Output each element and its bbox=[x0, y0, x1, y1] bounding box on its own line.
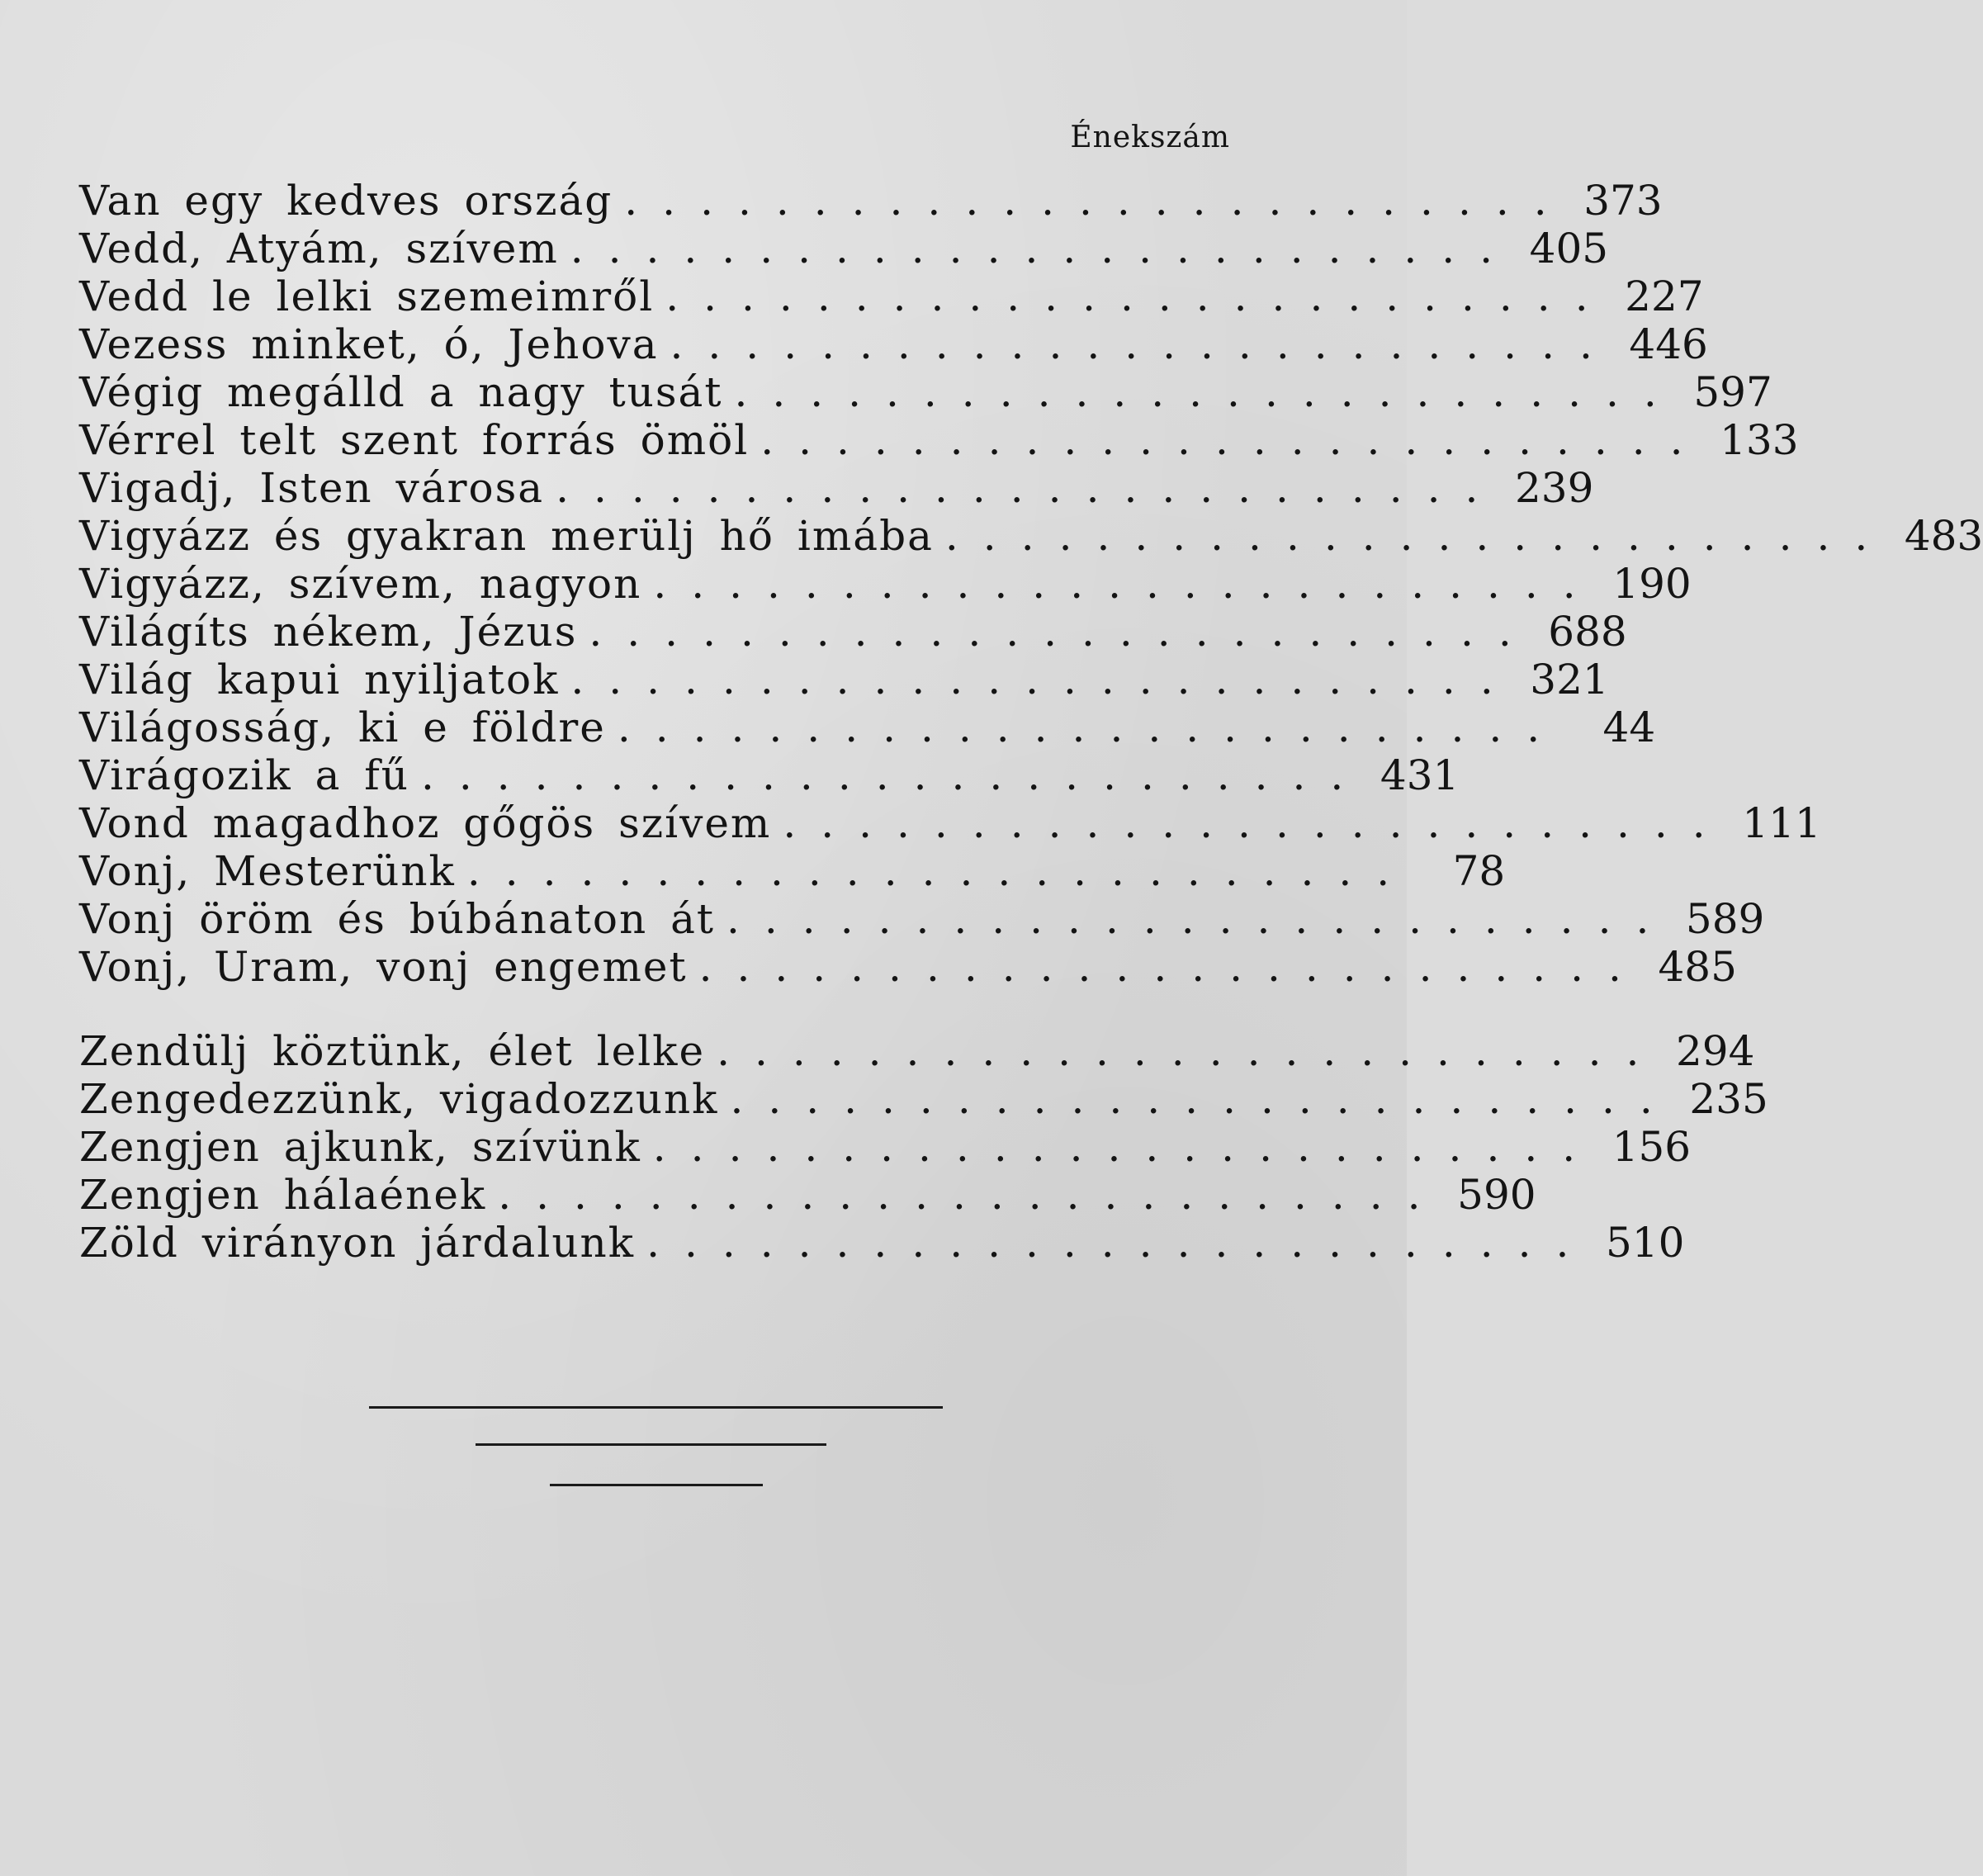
dot-leader: ......................... bbox=[670, 320, 1617, 368]
dot-leader: ......................... bbox=[589, 608, 1536, 656]
list-item bbox=[79, 751, 1460, 799]
end-rule-long bbox=[369, 1406, 943, 1409]
dot-leader: ......................... bbox=[498, 1171, 1446, 1219]
list-item bbox=[79, 368, 1772, 416]
column-header: Énekszám bbox=[1070, 121, 1230, 154]
dot-leader: ......................... bbox=[730, 1075, 1678, 1123]
song-number: 156 bbox=[1611, 1123, 1692, 1171]
dot-leader: ......................... bbox=[726, 895, 1674, 943]
list-item bbox=[79, 225, 1609, 272]
end-rule-medium bbox=[476, 1443, 826, 1446]
dot-leader: ......................... bbox=[570, 225, 1518, 272]
dot-leader: ......................... bbox=[665, 272, 1613, 320]
song-title: Vond magadhoz gőgös szívem bbox=[79, 799, 772, 847]
song-title: Végig megálld a nagy tusát bbox=[79, 368, 723, 416]
list-item bbox=[79, 1123, 1692, 1171]
dot-leader: ......................... bbox=[734, 368, 1682, 416]
song-title: Vonj öröm és búbánaton át bbox=[79, 895, 716, 943]
list-item bbox=[79, 272, 1704, 320]
song-number: 688 bbox=[1548, 608, 1627, 656]
song-number: 483 bbox=[1904, 512, 1983, 560]
song-number: 510 bbox=[1605, 1219, 1685, 1267]
list-item bbox=[79, 1171, 1536, 1219]
song-title: Vedd, Atyám, szívem bbox=[79, 225, 559, 272]
dot-leader: ......................... bbox=[570, 656, 1518, 704]
song-title: Világíts nékem, Jézus bbox=[79, 608, 578, 656]
list-item bbox=[79, 1027, 1755, 1075]
song-number: 589 bbox=[1685, 895, 1765, 943]
song-number: 111 bbox=[1742, 799, 1821, 847]
list-item bbox=[79, 608, 1627, 656]
end-rule-short bbox=[550, 1484, 763, 1486]
dot-leader: ......................... bbox=[420, 751, 1369, 799]
song-title: Zengedezzünk, vigadozzunk bbox=[79, 1075, 719, 1123]
song-title: Világosság, ki e földre bbox=[79, 704, 606, 751]
song-number: 235 bbox=[1689, 1075, 1768, 1123]
list-item bbox=[79, 656, 1609, 704]
song-title: Vezess minket, ó, Jehova bbox=[79, 320, 659, 368]
song-title: Vonj, Uram, vonj engemet bbox=[79, 943, 688, 991]
song-title: Virágozik a fű bbox=[79, 751, 409, 799]
index-list-v bbox=[79, 177, 1983, 991]
dot-leader: ......................... bbox=[652, 1123, 1601, 1171]
list-item bbox=[79, 1219, 1685, 1267]
song-number: 239 bbox=[1514, 464, 1594, 512]
list-item bbox=[79, 320, 1708, 368]
list-item bbox=[79, 799, 1821, 847]
song-number: 431 bbox=[1380, 751, 1460, 799]
list-item bbox=[79, 943, 1737, 991]
dot-leader: ......................... bbox=[783, 799, 1730, 847]
song-title: Vigyázz és gyakran merülj hő imába bbox=[79, 512, 934, 560]
song-number: 590 bbox=[1457, 1171, 1536, 1219]
song-number: 446 bbox=[1629, 320, 1708, 368]
list-item bbox=[79, 464, 1594, 512]
song-title: Világ kapui nyiljatok bbox=[79, 656, 560, 704]
song-title: Zöld virányon járdalunk bbox=[79, 1219, 636, 1267]
song-number: 294 bbox=[1675, 1027, 1755, 1075]
song-title: Zengjen ajkunk, szívünk bbox=[79, 1123, 641, 1171]
song-number: 44 bbox=[1602, 704, 1656, 751]
dot-leader: ......................... bbox=[717, 1027, 1664, 1075]
dot-leader: ......................... bbox=[624, 177, 1572, 225]
list-item bbox=[79, 560, 1692, 608]
list-item bbox=[79, 847, 1506, 895]
dot-leader: ......................... bbox=[653, 560, 1601, 608]
list-item bbox=[79, 1075, 1768, 1123]
song-title: Vedd le lelki szemeimről bbox=[79, 272, 655, 320]
list-item bbox=[79, 512, 1983, 560]
song-title: Zendülj köztünk, élet lelke bbox=[79, 1027, 706, 1075]
list-item bbox=[79, 704, 1656, 751]
dot-leader: ......................... bbox=[556, 464, 1503, 512]
list-item bbox=[79, 416, 1799, 464]
dot-leader: ......................... bbox=[466, 847, 1415, 895]
index-list-z bbox=[79, 1027, 1768, 1267]
song-number: 373 bbox=[1583, 177, 1663, 225]
list-item bbox=[79, 177, 1663, 225]
song-title: Vérrel telt szent forrás ömöl bbox=[79, 416, 750, 464]
song-number: 485 bbox=[1658, 943, 1737, 991]
song-number: 190 bbox=[1612, 560, 1692, 608]
song-number: 321 bbox=[1530, 656, 1609, 704]
song-title: Vigadj, Isten városa bbox=[79, 464, 545, 512]
list-item bbox=[79, 895, 1765, 943]
dot-leader: ......................... bbox=[698, 943, 1646, 991]
song-title: Van egy kedves ország bbox=[79, 177, 613, 225]
dot-leader: ......................... bbox=[646, 1219, 1594, 1267]
song-number: 405 bbox=[1529, 225, 1609, 272]
song-title: Vonj, Mesterünk bbox=[79, 847, 456, 895]
dot-leader: ......................... bbox=[944, 512, 1893, 560]
song-title: Zengjen hálaének bbox=[79, 1171, 487, 1219]
dot-leader: ......................... bbox=[760, 416, 1708, 464]
song-number: 597 bbox=[1693, 368, 1772, 416]
song-number: 133 bbox=[1720, 416, 1799, 464]
song-title: Vigyázz, szívem, nagyon bbox=[79, 560, 642, 608]
song-number: 78 bbox=[1452, 847, 1506, 895]
song-number: 227 bbox=[1625, 272, 1704, 320]
dot-leader: ......................... bbox=[617, 704, 1565, 751]
